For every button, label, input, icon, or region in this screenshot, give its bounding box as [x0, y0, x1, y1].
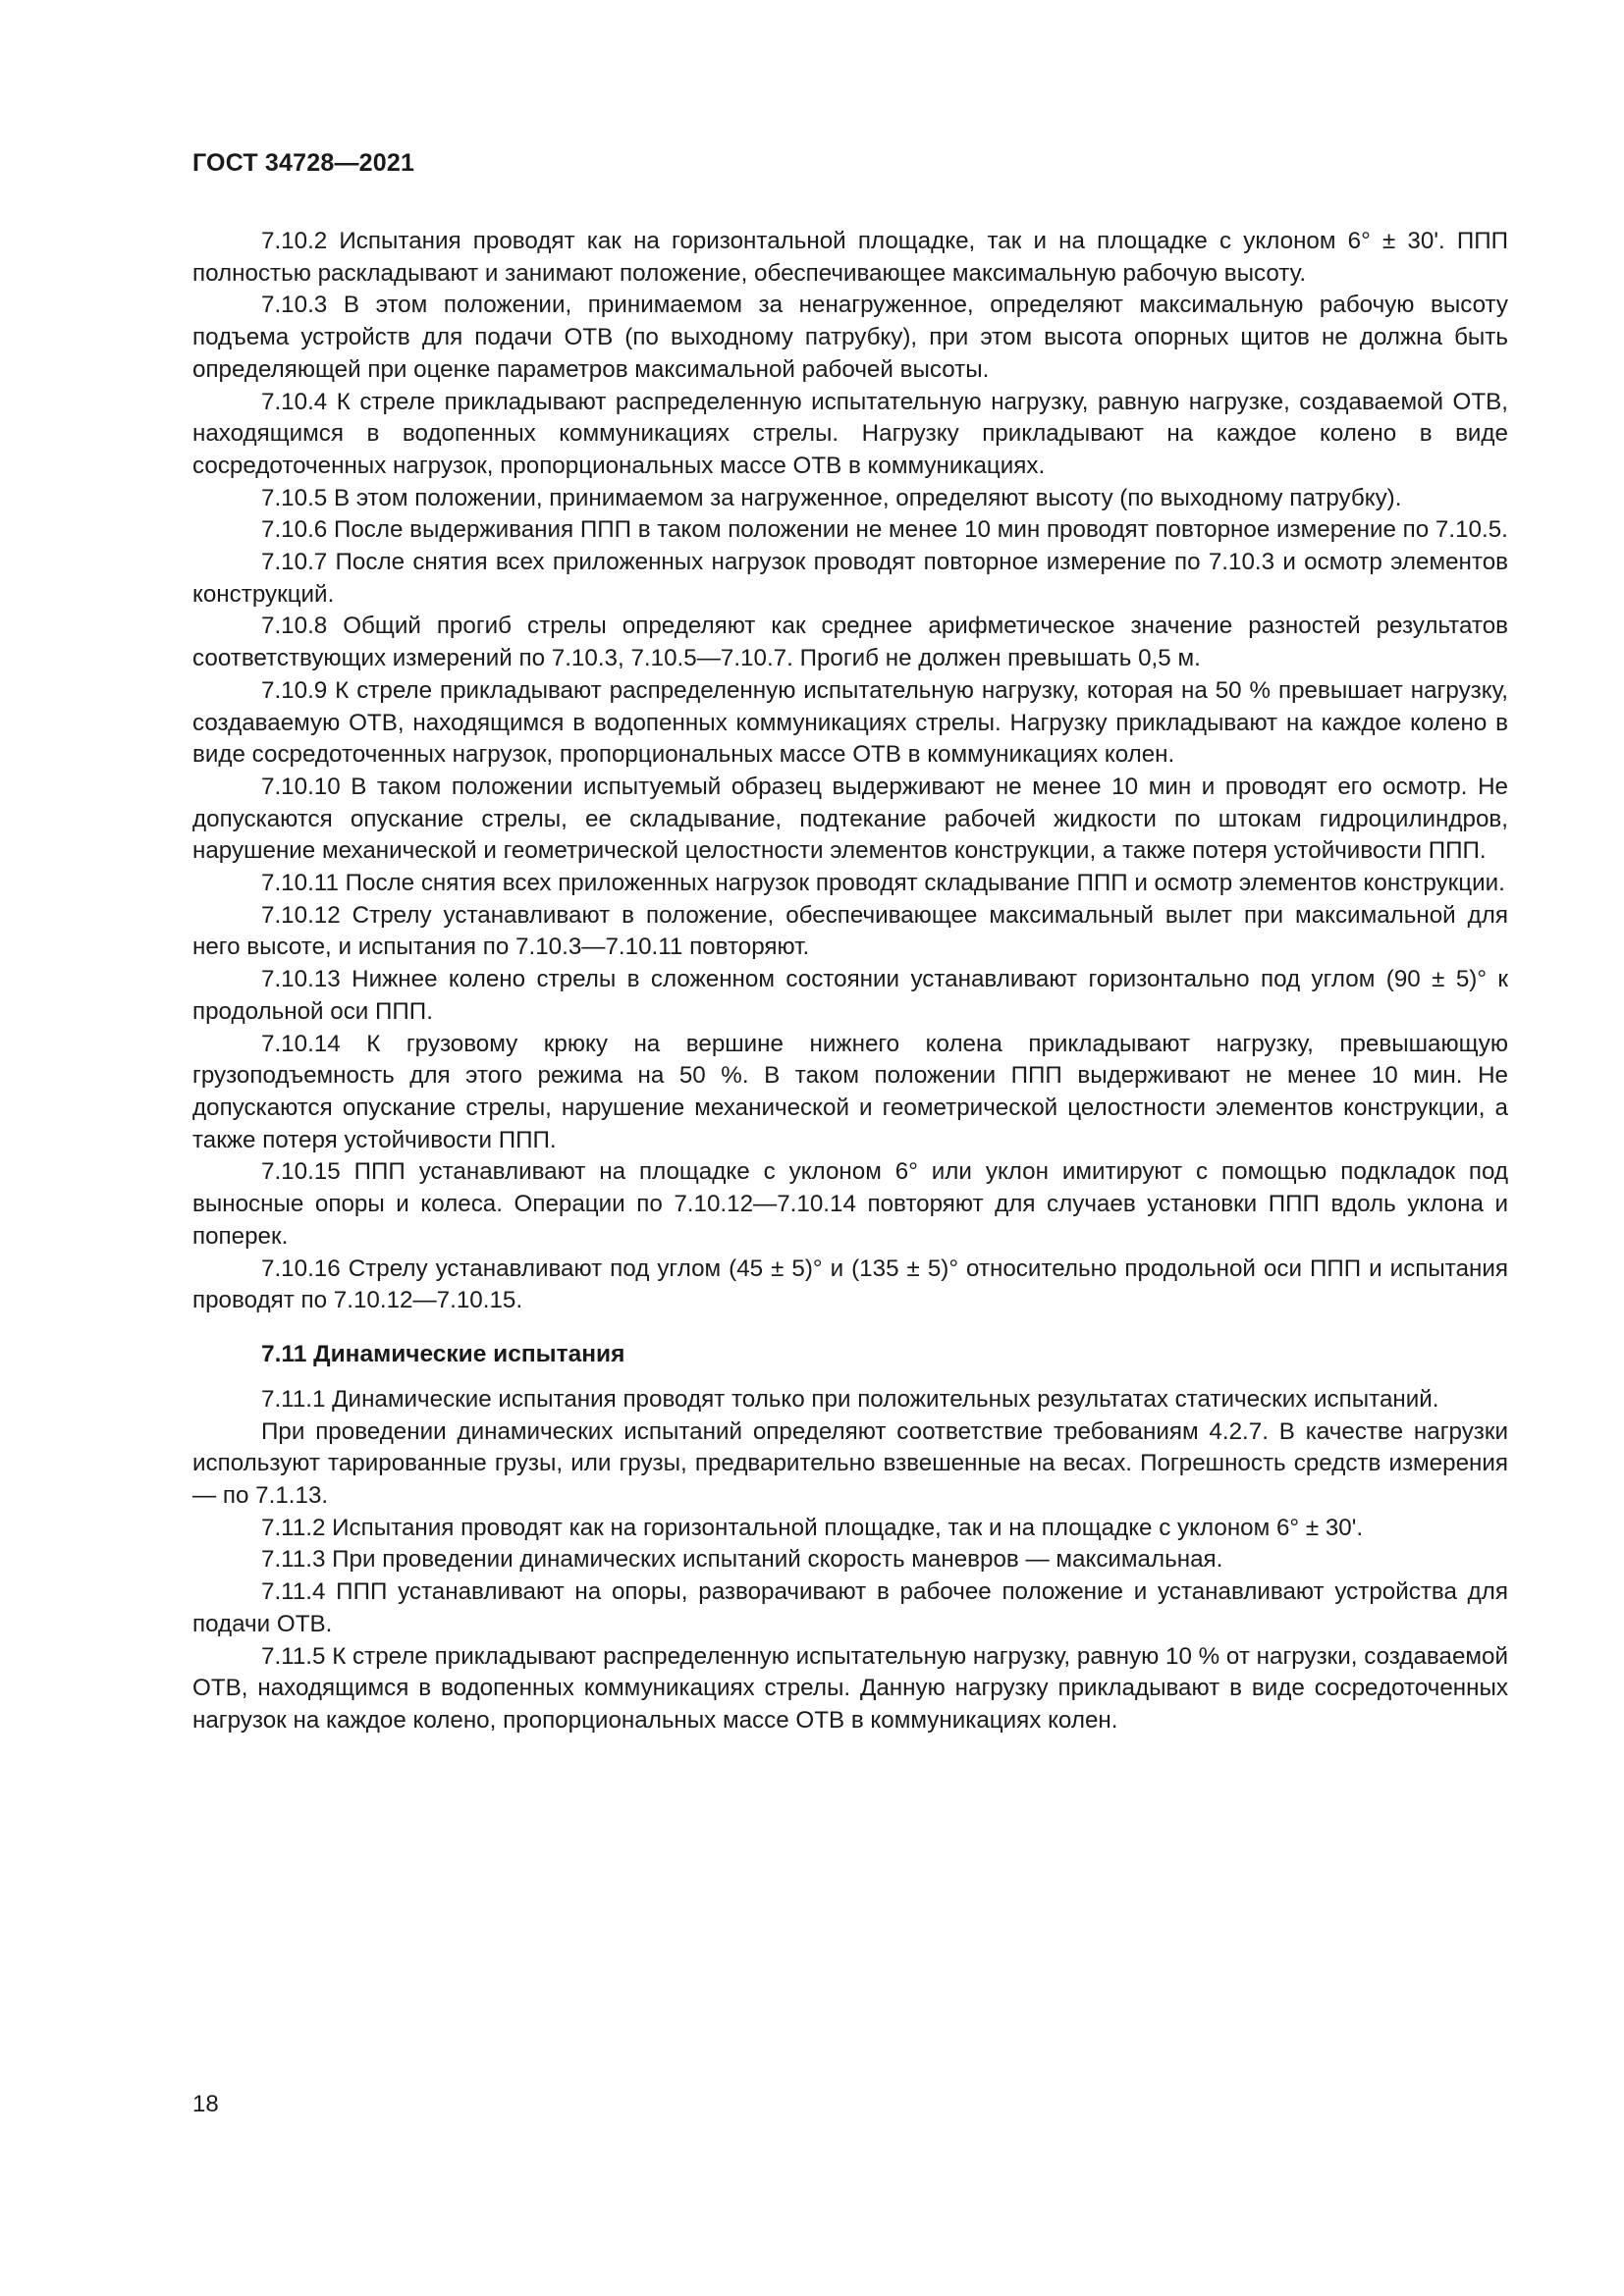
paragraph-7-10-10: 7.10.10 В таком положении испытуемый образец выдерживают не менее 10 мин и проводят его осмотр. Не допускаются опускание стрелы, ее складывание, подтекание рабочей жидкости по штокам гидроцилиндров, нарушение механической и геометрической целостности элементов конструкции, а также потеря устойчивости ППП.: [192, 773, 1508, 865]
paragraph-7-11-5: 7.11.5 К стреле прикладывают распределенную испытательную нагрузку, равную 10 % от нагрузки, создаваемой ОТВ, находящимся в водопенных коммуникациях стрелы. Данную нагрузку прикладывают в виде сосредоточенных нагрузок на каждое колено, пропорциональных массе ОТВ в коммуникациях колен.: [192, 1642, 1508, 1734]
paragraph-dynamic-tests-requirements: При проведении динамических испытаний определяют соответствие требованиям 4.2.7. В качестве нагрузки используют тарированные грузы, или грузы, предварительно взвешенные на весах. Погрешность средств измерения — по 7.1.13.: [192, 1417, 1508, 1510]
paragraph-7-10-16: 7.10.16 Стрелу устанавливают под углом (45 ± 5)° и (135 ± 5)° относительно продольной оси ППП и испытания проводят по 7.10.12—7.10.15.: [192, 1255, 1508, 1314]
paragraph-7-10-9: 7.10.9 К стреле прикладывают распределенную испытательную нагрузку, которая на 50 % превышает нагрузку, создаваемую ОТВ, находящимся в водопенных коммуникациях стрелы. Нагрузку прикладывают на каждое колено в виде сосредоточенных нагрузок, пропорциональных массе ОТВ в коммуникациях колен.: [192, 676, 1508, 769]
paragraph-7-11-4: 7.11.4 ППП устанавливают на опоры, разворачивают в рабочее положение и устанавливают устройства для подачи ОТВ.: [192, 1578, 1508, 1637]
paragraph-7-11-2: 7.11.2 Испытания проводят как на горизонтальной площадке, так и на площадке с уклоном 6° ± 30'.: [261, 1514, 1364, 1541]
paragraph-7-10-3: 7.10.3 В этом положении, принимаемом за ненагруженное, определяют максимальную рабочую высоту подъема устройств для подачи ОТВ (по выходному патрубку), при этом высота опорных щитов не должна быть определяющей при оценке параметров максимальной рабочей высоты.: [192, 292, 1508, 383]
paragraph-7-10-11: 7.10.11 После снятия всех приложенных нагрузок проводят складывание ППП и осмотр элементов конструкции.: [261, 870, 1505, 897]
paragraph-7-11-1: 7.11.1 Динамические испытания проводят только при положительных результатах статических испытаний.: [261, 1385, 1439, 1413]
document-body: [192, 226, 1508, 1737]
paragraph-7-10-5: 7.10.5 В этом положении, принимаемом за нагруженное, определяют высоту (по выходному патрубку).: [261, 484, 1402, 511]
page-number: 18: [192, 2091, 219, 2117]
paragraph-7-10-8: 7.10.8 Общий прогиб стрелы определяют как среднее арифметическое значение разностей результатов соответствующих измерений по 7.10.3, 7.10.5—7.10.7. Прогиб не должен превышать 0,5 м.: [192, 613, 1508, 672]
paragraph-7-10-7: 7.10.7 После снятия всех приложенных нагрузок проводят повторное измерение по 7.10.3 и осмотр элементов конструкций.: [192, 549, 1508, 608]
paragraph-7-10-6: 7.10.6 После выдерживания ППП в таком положении не менее 10 мин проводят повторное измерение по 7.10.5.: [261, 516, 1508, 544]
paragraph-7-10-2: 7.10.2 Испытания проводят как на горизонтальной площадке, так и на площадке с уклоном 6° ± 30'. ППП полностью раскладывают и занимают положение, обеспечивающее максимальную рабочую высоту.: [192, 228, 1508, 287]
paragraph-7-10-4: 7.10.4 К стреле прикладывают распределенную испытательную нагрузку, равную нагрузке, создаваемой ОТВ, находящимся в водопенных коммуникациях стрелы. Нагрузку прикладывают на каждое колено в виде сосредоточенных нагрузок, пропорциональных массе ОТВ в коммуникациях.: [192, 388, 1508, 479]
paragraph-7-11-3: 7.11.3 При проведении динамических испытаний скорость маневров — максимальная.: [261, 1546, 1223, 1574]
paragraph-7-10-12: 7.10.12 Стрелу устанавливают в положение, обеспечивающее максимальный вылет при максимальной для него высоте, и испытания по 7.10.3—7.10.11 повторяют.: [192, 901, 1508, 961]
paragraph-7-10-13: 7.10.13 Нижнее колено стрелы в сложенном состоянии устанавливают горизонтально под углом (90 ± 5)° к продольной оси ППП.: [192, 966, 1508, 1025]
paragraph-7-10-15: 7.10.15 ППП устанавливают на площадке с уклоном 6° или уклон имитируют с помощью подкладок под выносные опоры и колеса. Операции по 7.10.12—7.10.14 повторяют для случаев установки ППП вдоль уклона и поперек.: [192, 1158, 1508, 1250]
section-heading-7-11: 7.11 Динамические испытания: [261, 1340, 625, 1367]
paragraph-7-10-14: 7.10.14 К грузовому крюку на вершине нижнего колена прикладывают нагрузку, превышающую грузоподъемность для этого режима на 50 %. В таком положении ППП выдерживают не менее 10 мин. Не допускаются опускание стрелы, нарушение механической и геометрической целостности элементов конструкции, а также потеря устойчивости ППП.: [192, 1030, 1508, 1153]
document-header: ГОСТ 34728—2021: [192, 149, 415, 177]
